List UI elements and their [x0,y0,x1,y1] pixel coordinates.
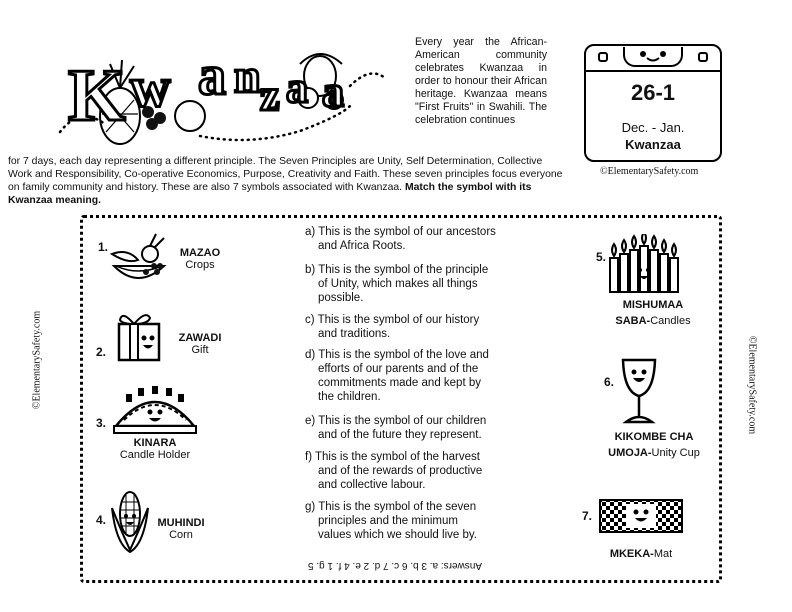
copyright-left: ©ElementarySafety.com [31,310,43,410]
instruction-text: Match the symbol with its Kwanzaa meaning. [8,182,532,206]
symbol-meaning: Crops [185,259,215,271]
calendar-header [586,46,720,72]
statement-line: of Unity, which makes all things [318,278,478,290]
statement-line: b) This is the symbol of the principle [305,264,489,276]
svg-text:z: z [260,71,280,120]
logo-letter-k: K [68,55,126,137]
symbol-number: 6. [604,375,615,389]
symbol-number: 2. [96,345,107,359]
symbol-meaning: Mat [653,548,673,560]
intro-body: for 7 days, each day representing a different principle. The Seven Principles are Unity, Self Determination, Collective Work and Responsibility, Co-operative Economics, Purpose, Creativity and Faith. These seven principles focus everyone on family community and history. These are also 7 symbols associated with Kwanzaa. [8,156,563,193]
symbol-name: KIKOMBE CHA [614,431,694,443]
statement-line: and Africa Roots. [318,240,406,252]
symbol-name: MKEKA- [609,548,654,560]
statement-c [305,313,520,341]
copyright-right: ©ElementarySafety.com [746,335,758,435]
statement-line: e) This is the symbol of our children [305,415,487,427]
gift-icon [116,310,162,362]
symbol-name: MUHINDI [157,517,205,529]
statement-line: and collective labour. [318,479,426,491]
symbol-meaning: Candles [650,315,691,327]
symbol-3-label [100,437,210,461]
symbol-7-label [596,544,686,562]
symbol-number: 4. [96,513,107,527]
symbol-number: 3. [96,416,107,430]
symbol-number: 1. [98,240,109,254]
answer-key: Answers: a. 3 b. 6 c. 7 d. 2 e. 4 f. 1 g. 5 [308,560,482,571]
statement-line: possible. [318,292,364,304]
statement-g [305,500,520,542]
symbol-meaning: Unity Cup [651,447,700,459]
symbol-name: UMOJA- [608,447,652,459]
smiley-face-icon [623,47,683,67]
calendar-date: 26-1 [630,80,676,105]
svg-text:n: n [234,50,261,103]
symbol-4-label [150,517,212,541]
symbol-name: KINARA [133,437,177,449]
cup-icon [620,356,658,426]
symbol-1-label [172,247,228,271]
symbol-meaning: Corn [169,529,193,541]
symbol-name: ZAWADI [178,332,222,344]
copyright-top: ©ElementarySafety.com [600,166,699,177]
corn-icon [110,488,150,556]
kwanzaa-logo [50,36,410,148]
kinara-icon [112,384,198,436]
calendar-ring-icon [698,52,708,62]
symbol-6-label [594,431,714,461]
statement-line: the children. [318,391,381,403]
statement-line: and of the future they represent. [318,429,482,441]
svg-text:a: a [322,67,344,116]
calendar-card [584,44,722,162]
svg-text:w: w [130,57,171,119]
statement-line: a) This is the symbol of our ancestors [305,226,496,238]
svg-text:a: a [286,63,308,112]
statement-line: values which we should live by. [318,529,477,541]
candles-icon [606,234,686,296]
statement-line: principles and the minimum [318,515,458,527]
statement-line: c) This is the symbol of our history [305,314,480,326]
statement-e [305,414,520,442]
calendar-range: Dec. - Jan. [621,120,685,135]
intro-text-narrow: Every year the African-American community celebrates Kwanzaa in order to honour their African heritage. Kwanzaa means "First Fruits" in Swahili. The celebration continues [415,36,547,126]
statement-line: g) This is the symbol of the seven [305,501,477,513]
calendar-holiday-name: Kwanzaa [625,137,681,152]
statement-d [305,348,520,404]
svg-text:a: a [198,45,226,107]
statement-line: d) This is the symbol of the love and [305,349,489,361]
symbol-5-label [598,299,708,329]
calendar-ring-icon [598,52,608,62]
symbol-meaning: Candle Holder [119,449,191,461]
fruit-basket-icon [108,232,170,287]
statement-line: f) This is the symbol of the harvest [305,451,480,463]
statement-line: and of the rewards of productive [318,465,483,477]
statement-a [305,225,520,253]
symbol-2-label [170,332,230,356]
intro-text-wide [8,155,564,207]
statement-f [305,450,520,492]
symbol-name: MISHUMAA [622,299,684,311]
mat-icon [598,498,684,534]
symbol-meaning: Gift [191,344,209,356]
statement-line: commitments made and kept by [318,377,481,389]
symbol-name: MAZAO [179,247,221,259]
symbol-number: 7. [582,509,593,523]
statement-line: efforts of our parents and of the [318,363,479,375]
symbol-name: SABA- [615,315,651,327]
statement-line: and traditions. [318,328,391,340]
symbol-number: 5. [596,250,607,264]
statement-b [305,263,520,305]
